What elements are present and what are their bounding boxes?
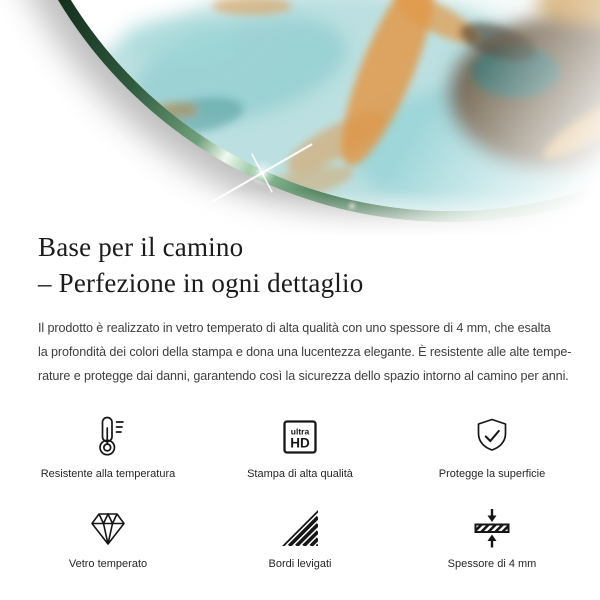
product-photo [0, 0, 600, 235]
feature-temperature [12, 414, 204, 480]
page-title-line2: – Perfezione in ogni dettaglio [38, 268, 364, 298]
feature-polished-edges [204, 504, 396, 570]
feature-label: Vetro temperato [68, 558, 148, 570]
feature-thickness [396, 504, 588, 570]
feature-tempered-glass [12, 504, 204, 570]
diamond-icon [86, 504, 130, 550]
hero-image [0, 0, 600, 235]
shield-check-icon [470, 414, 514, 460]
thermometer-icon [86, 414, 130, 460]
fade-overlay-bottom [0, 0, 600, 235]
page-title [38, 229, 562, 301]
thickness-icon [470, 504, 514, 550]
feature-label: Resistente alla temperatura [40, 468, 176, 480]
feature-protection [396, 414, 588, 480]
polished-edges-icon [278, 504, 322, 550]
description-line: la profondità dei colori della stampa e dona una lucentezza elegante. È resistente alle alte tempe- [38, 345, 572, 359]
ultra-hd-icon [278, 414, 322, 460]
features-grid [12, 414, 588, 570]
feature-print-quality [204, 414, 396, 480]
product-description [38, 316, 572, 388]
feature-label: Spessore di 4 mm [447, 558, 537, 570]
feature-label: Stampa di alta qualità [247, 468, 353, 480]
feature-label: Bordi levigati [268, 558, 332, 570]
feature-label: Protegge la superficie [438, 468, 546, 480]
description-line: Il prodotto è realizzato in vetro temperato di alta qualità con uno spessore di 4 mm, che esalta [38, 321, 551, 335]
description-line: rature e protegge dai danni, garantendo così la sicurezza dello spazio intorno al camino per anni. [38, 369, 569, 383]
ultra-hd-badge-top: ultra [290, 426, 310, 437]
ultra-hd-badge-bottom: HD [290, 435, 310, 451]
page-title-line1: Base per il camino [38, 232, 244, 262]
